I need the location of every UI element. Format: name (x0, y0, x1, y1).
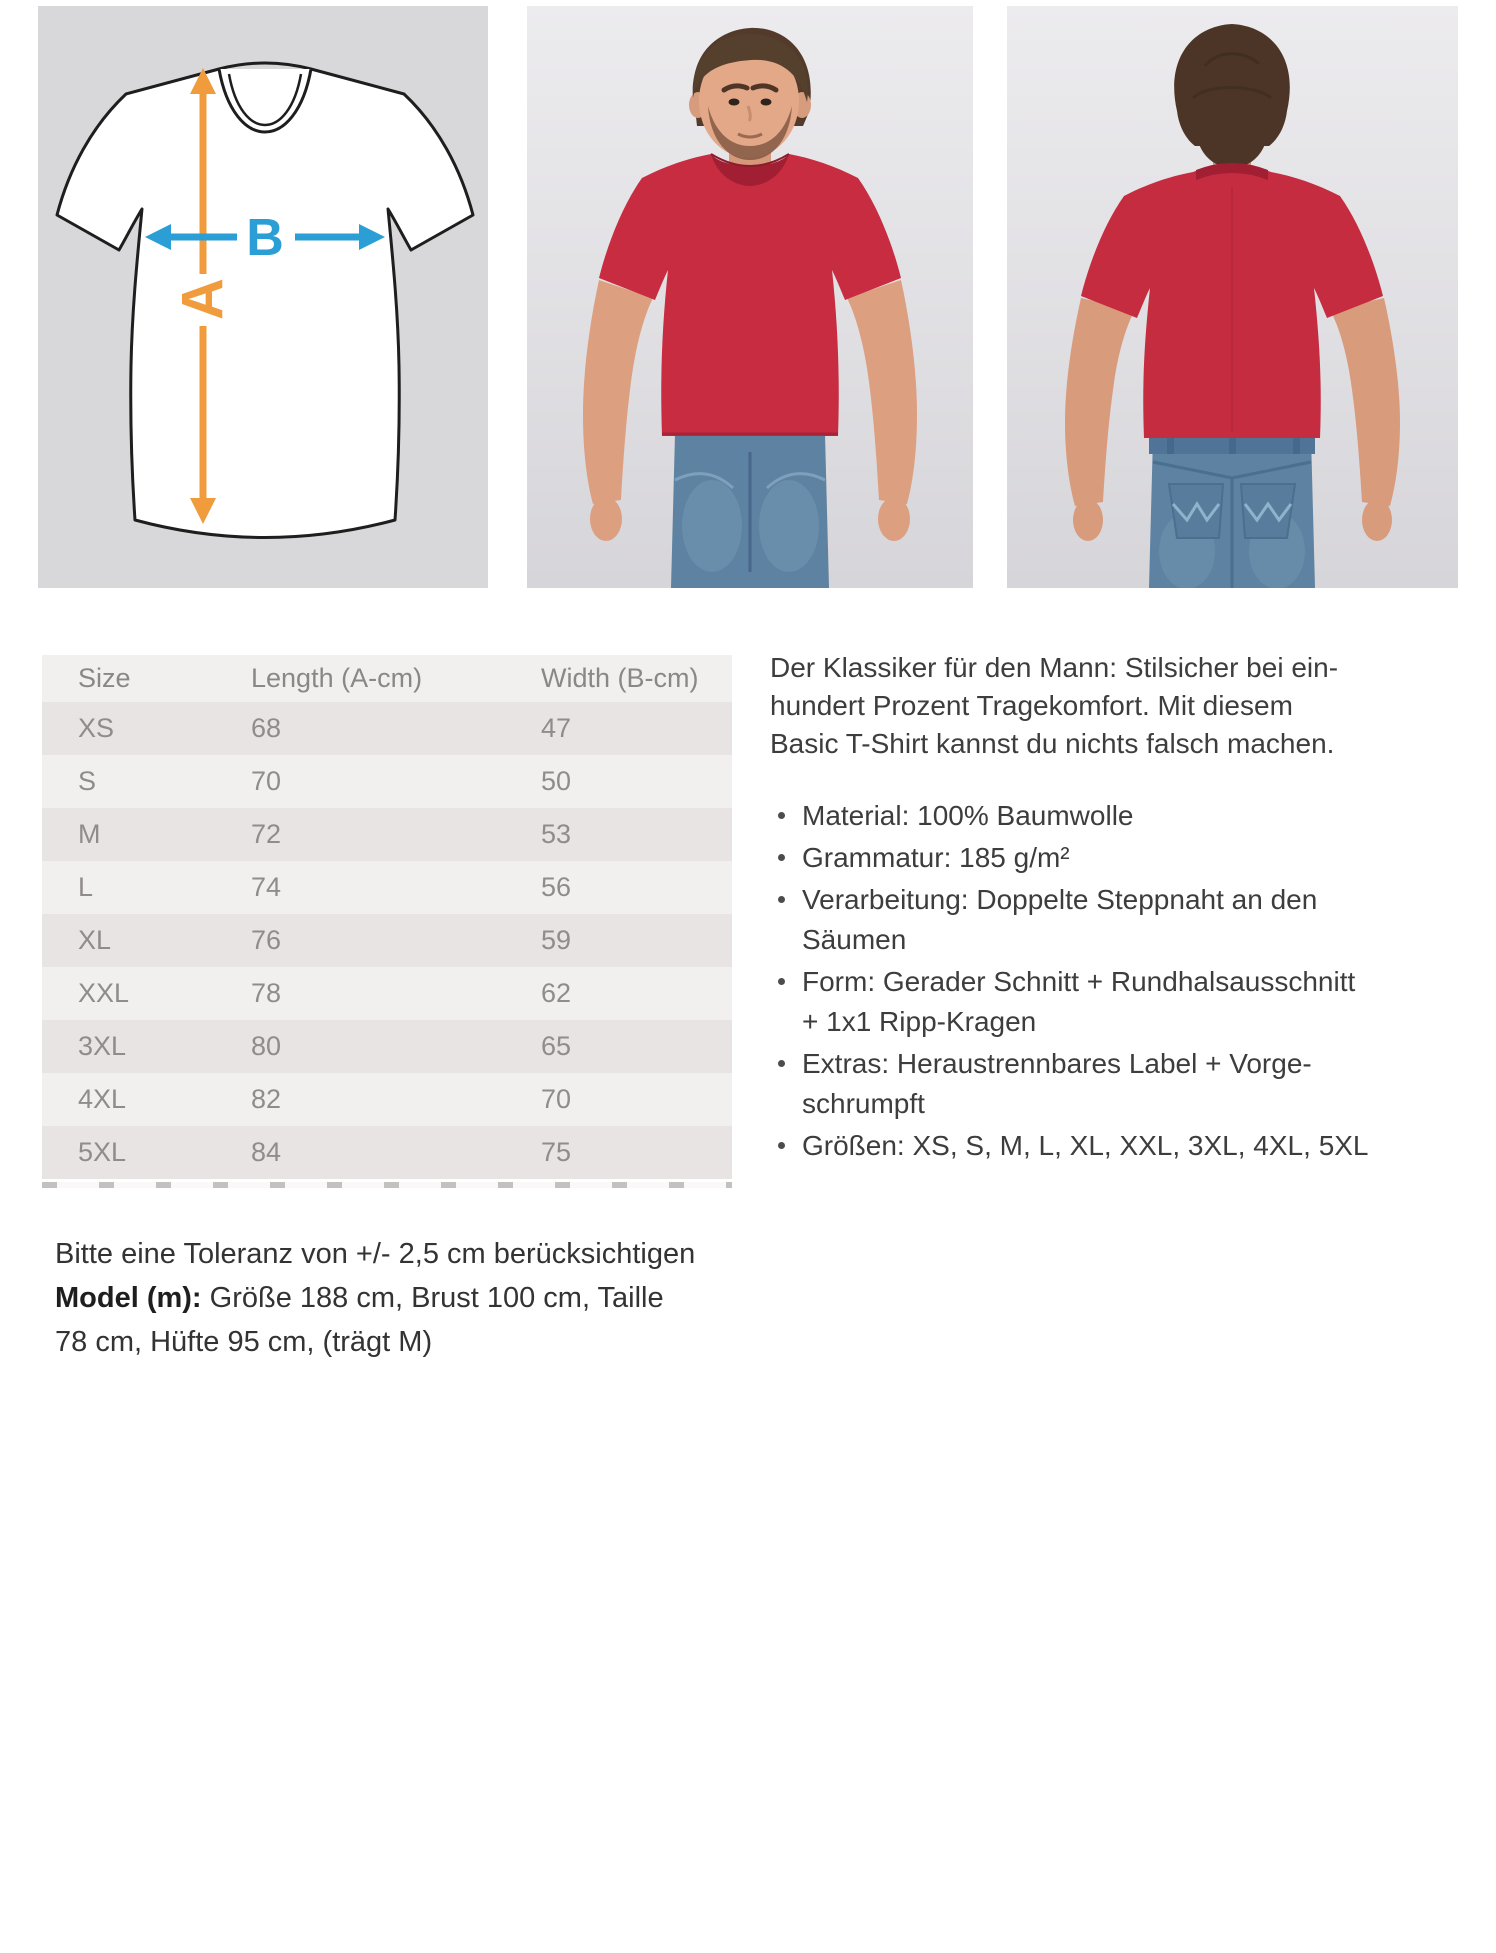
size-table-body (42, 702, 732, 1179)
table-row (42, 1126, 732, 1179)
length-cell: 78 (250, 967, 540, 1020)
model-jeans-back (1149, 436, 1315, 588)
description-intro-line: hundert Prozent Tragekomfort. Mit diesem (770, 690, 1293, 721)
description-bullet (770, 880, 1460, 960)
length-cell: 76 (250, 914, 540, 967)
product-details (0, 652, 1496, 1364)
tshirt-measurement-diagram (38, 6, 488, 588)
description-bullet (770, 1126, 1460, 1166)
product-description (770, 649, 1460, 1168)
table-row (42, 914, 732, 967)
width-cell: 53 (540, 808, 732, 861)
table-row (42, 702, 732, 755)
description-intro-line: Basic T-Shirt kannst du nichts falsch machen. (770, 728, 1335, 759)
length-cell: 84 (250, 1126, 540, 1179)
size-cell: XS (42, 702, 250, 755)
description-intro (770, 649, 1460, 763)
bullet-line: Extras: Heraustrennbares Label + Vorge- (802, 1048, 1312, 1079)
model-front-illustration (527, 6, 973, 588)
description-bullet-list (770, 796, 1460, 1166)
size-cell: M (42, 808, 250, 861)
product-image-gallery (0, 0, 1496, 588)
description-bullet (770, 962, 1460, 1042)
width-cell: 50 (540, 755, 732, 808)
bullet-dot-icon (778, 896, 785, 903)
bullet-line: Grammatur: 185 g/m² (802, 842, 1070, 873)
bullet-dot-icon (778, 854, 785, 861)
column-header-width: Width (B-cm) (540, 655, 732, 702)
size-cell: 5XL (42, 1126, 250, 1179)
size-table (42, 655, 732, 1179)
table-row (42, 1073, 732, 1126)
length-cell: 74 (250, 861, 540, 914)
size-cell: XXL (42, 967, 250, 1020)
bullet-dot-icon (778, 978, 785, 985)
model-measurements-line1 (55, 1276, 740, 1320)
description-bullet (770, 796, 1460, 836)
bullet-line: Säumen (802, 924, 907, 955)
column-header-length: Length (A-cm) (250, 655, 540, 702)
measurement-label-b: B (246, 209, 284, 267)
width-cell: 59 (540, 914, 732, 967)
column-header-size: Size (42, 655, 250, 702)
bullet-dot-icon (778, 1060, 785, 1067)
table-row (42, 755, 732, 808)
model-back-illustration (1007, 6, 1458, 588)
bullet-dot-icon (778, 812, 785, 819)
size-note (55, 1232, 740, 1364)
width-cell: 62 (540, 967, 732, 1020)
tolerance-note: Bitte eine Toleranz von +/- 2,5 cm berücksichtigen (55, 1238, 696, 1270)
size-table-header-row (42, 655, 732, 702)
size-cell: XL (42, 914, 250, 967)
bullet-line: Größen: XS, S, M, L, XL, XXL, 3XL, 4XL, 5XL (802, 1130, 1369, 1161)
length-cell: 68 (250, 702, 540, 755)
model-label: Model (m): (55, 1282, 202, 1314)
size-cell: L (42, 861, 250, 914)
table-row (42, 861, 732, 914)
width-cell: 56 (540, 861, 732, 914)
description-bullet (770, 1044, 1460, 1124)
length-cell: 72 (250, 808, 540, 861)
size-cell: 4XL (42, 1073, 250, 1126)
width-cell: 70 (540, 1073, 732, 1126)
size-diagram-image[interactable] (38, 6, 488, 588)
table-row (42, 808, 732, 861)
length-cell: 82 (250, 1073, 540, 1126)
length-cell: 80 (250, 1020, 540, 1073)
table-row (42, 967, 732, 1020)
bullet-line: Form: Gerader Schnitt + Rundhalsausschnitt (802, 966, 1356, 997)
description-intro-line: Der Klassiker für den Mann: Stilsicher bei ein- (770, 652, 1339, 683)
model-back-photo[interactable] (1007, 6, 1458, 588)
table-bottom-edge (42, 1182, 732, 1188)
description-bullet (770, 838, 1460, 878)
bullet-dot-icon (778, 1142, 785, 1149)
bullet-line: + 1x1 Ripp-Kragen (802, 1006, 1037, 1037)
bullet-line: Material: 100% Baumwolle (802, 800, 1134, 831)
width-cell: 65 (540, 1020, 732, 1073)
model-measurements-text: Größe 188 cm, Brust 100 cm, Taille (201, 1282, 664, 1314)
width-cell: 75 (540, 1126, 732, 1179)
model-front-photo[interactable] (527, 6, 973, 588)
measurement-label-a: A (170, 278, 236, 320)
size-chart-section (38, 655, 740, 1364)
bullet-line: schrumpft (802, 1088, 925, 1119)
bullet-line: Verarbeitung: Doppelte Steppnaht an den (802, 884, 1318, 915)
size-cell: S (42, 755, 250, 808)
table-row (42, 1020, 732, 1073)
model-measurements-line2: 78 cm, Hüfte 95 cm, (trägt M) (55, 1326, 433, 1358)
length-cell: 70 (250, 755, 540, 808)
model-jeans (671, 434, 829, 588)
width-cell: 47 (540, 702, 732, 755)
size-cell: 3XL (42, 1020, 250, 1073)
